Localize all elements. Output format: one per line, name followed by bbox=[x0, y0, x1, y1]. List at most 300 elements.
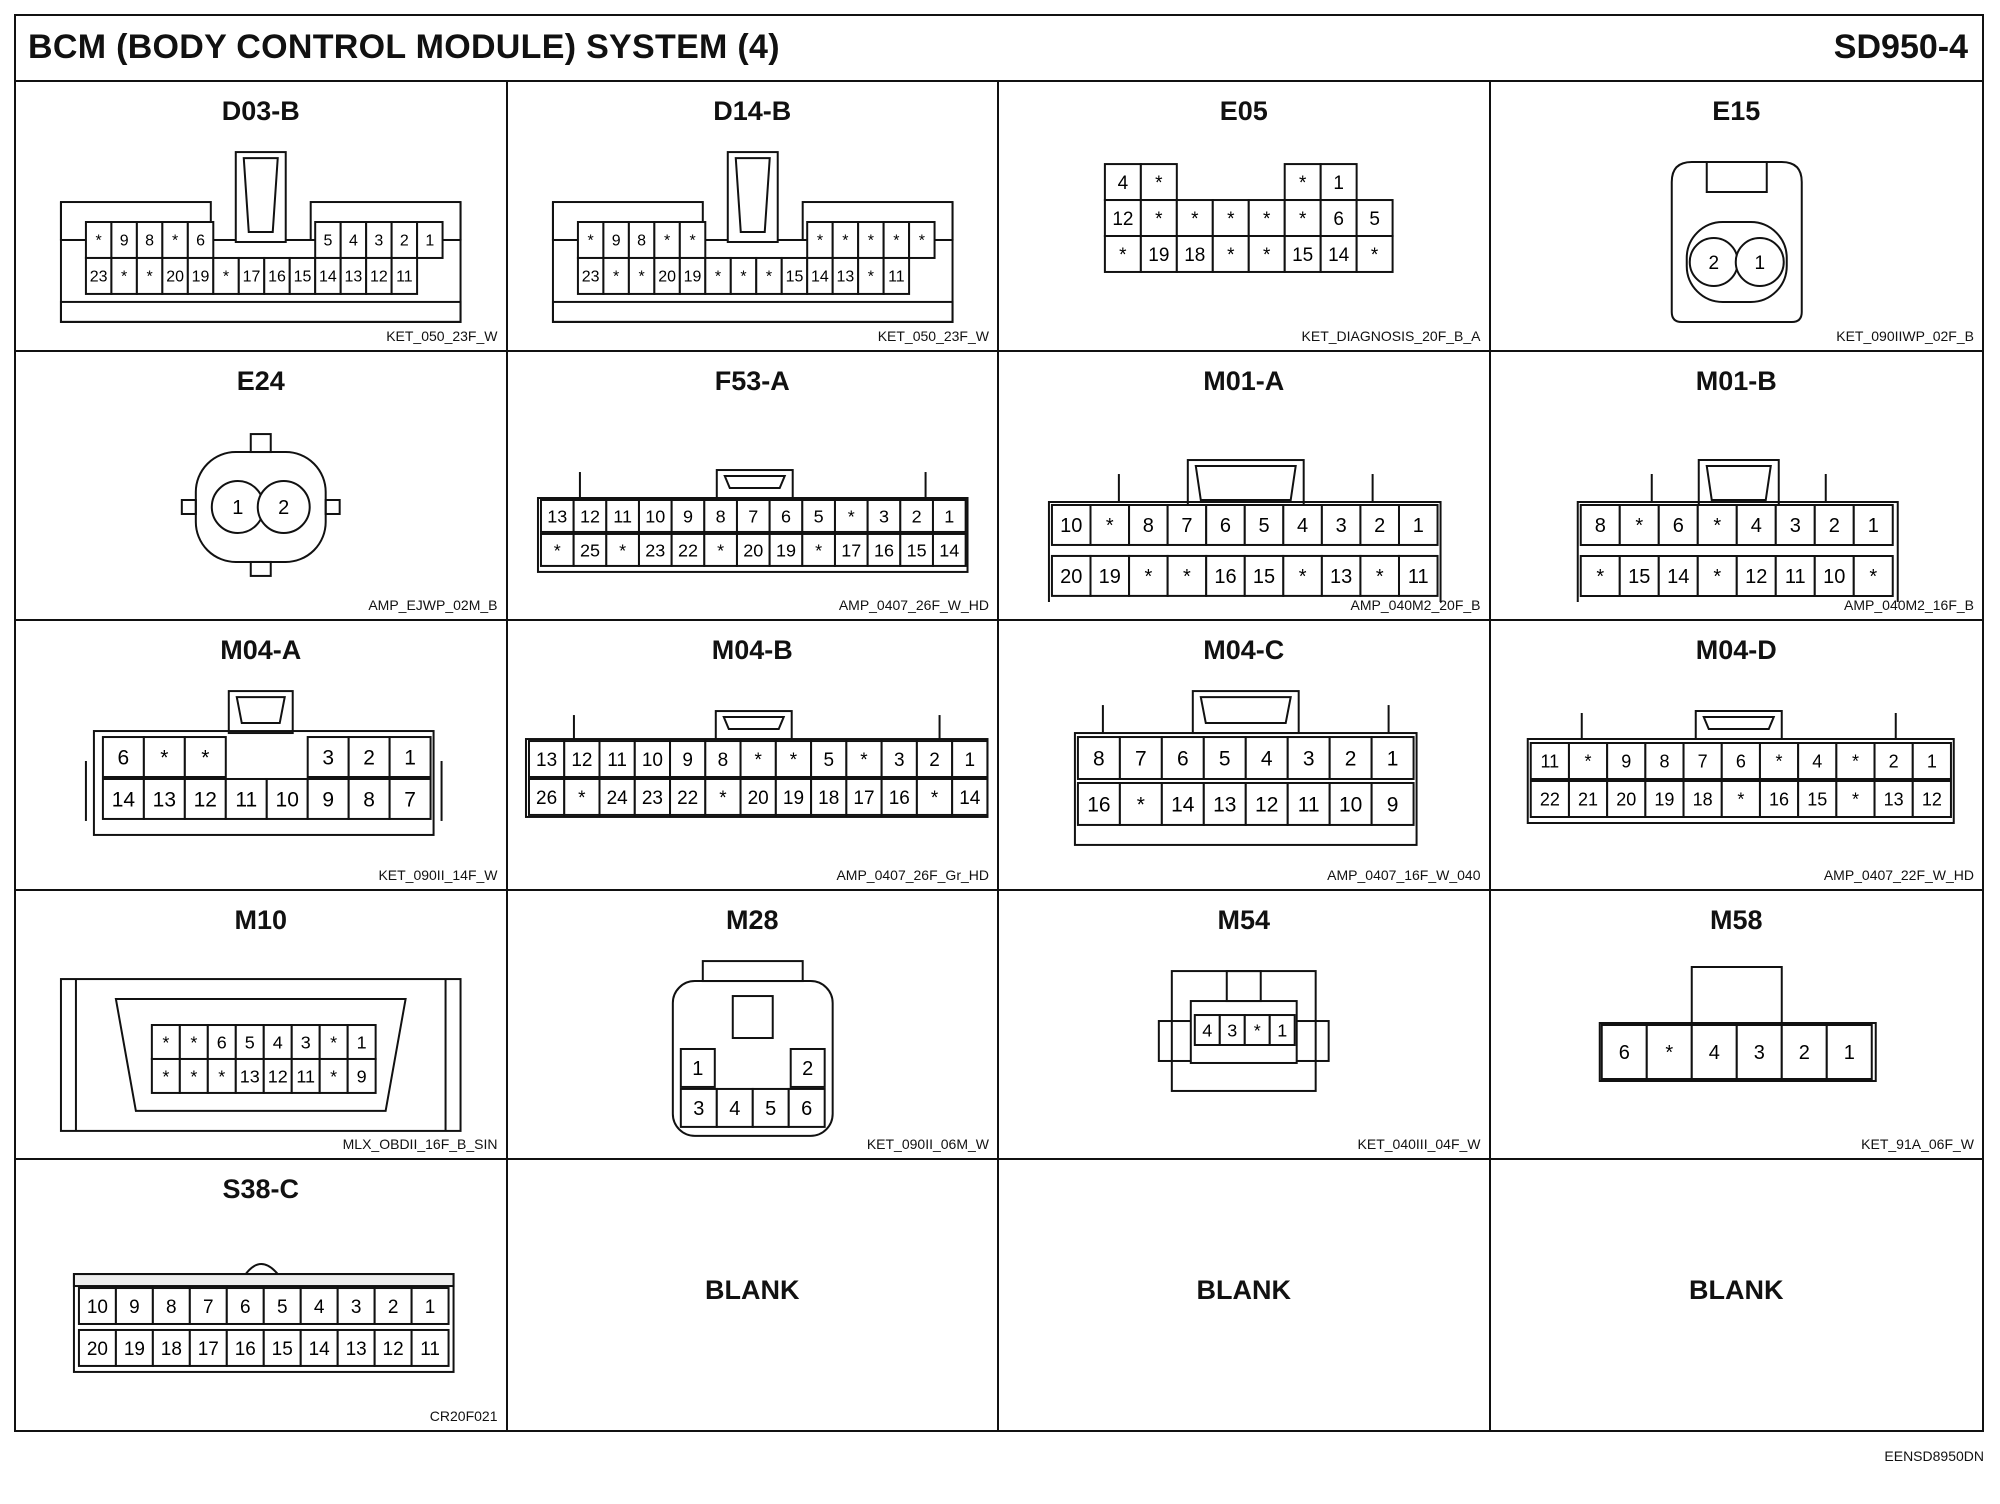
pin-number: 15 bbox=[785, 268, 803, 286]
pin-cell bbox=[267, 779, 308, 819]
pin-cell bbox=[807, 258, 832, 294]
pin-number: 7 bbox=[1181, 514, 1193, 537]
unused-pin-marker: * bbox=[1263, 208, 1271, 230]
pin-cell bbox=[528, 779, 563, 815]
pin-number: 3 bbox=[350, 1297, 362, 1319]
pin-cell bbox=[1658, 556, 1697, 596]
connector-cell-m28 bbox=[508, 891, 1000, 1161]
pin-number: 12 bbox=[369, 268, 388, 286]
pin-cell bbox=[236, 1025, 264, 1059]
pin-cell bbox=[1683, 743, 1721, 779]
pin-cell bbox=[213, 258, 238, 294]
unused-pin-marker: * bbox=[1105, 514, 1114, 537]
pin-cell bbox=[152, 1025, 180, 1059]
unused-pin-marker: * bbox=[739, 268, 747, 286]
pin-cell bbox=[1285, 164, 1321, 200]
pin-cell bbox=[1321, 200, 1357, 236]
pin-cell bbox=[79, 1330, 116, 1366]
pin-number: 20 bbox=[742, 540, 763, 561]
pin-cell bbox=[932, 534, 965, 566]
part-number: AMP_040M2_16F_B bbox=[1844, 597, 1974, 614]
pin-number: 6 bbox=[1618, 1041, 1630, 1064]
unused-pin-marker: * bbox=[718, 787, 727, 809]
pin-number: 13 bbox=[239, 1066, 260, 1087]
pin-cell bbox=[736, 500, 769, 532]
pin-number: 8 bbox=[145, 232, 155, 250]
connector-diagram bbox=[16, 402, 506, 602]
pin-cell bbox=[528, 741, 563, 777]
part-number: KET_040III_04F_W bbox=[1357, 1136, 1481, 1153]
header-bar bbox=[16, 16, 1982, 82]
pin-cell bbox=[1322, 556, 1361, 596]
part-number: KET_090II_14F_W bbox=[378, 866, 498, 883]
pin-number: 10 bbox=[1338, 793, 1363, 817]
pin-cell bbox=[153, 1330, 190, 1366]
pin-number: 12 bbox=[1255, 793, 1279, 817]
connector-diagram bbox=[1491, 671, 1983, 871]
pin-cell bbox=[1826, 1025, 1871, 1079]
connector-diagram bbox=[1491, 402, 1983, 602]
pin-number: 22 bbox=[676, 787, 698, 809]
pin-cell bbox=[390, 737, 431, 777]
pin-number: 1 bbox=[425, 232, 435, 250]
connector-diagram bbox=[508, 402, 998, 602]
pin-number: 13 bbox=[152, 788, 177, 812]
housing-base bbox=[61, 302, 461, 322]
pin-cell bbox=[116, 1288, 153, 1324]
pin-cell bbox=[1372, 783, 1414, 825]
page-title: BCM (BODY CONTROL MODULE) SYSTEM (4) bbox=[28, 28, 780, 66]
unused-pin-marker: * bbox=[553, 540, 561, 561]
pin-cell bbox=[190, 1288, 227, 1324]
pin-cell bbox=[705, 779, 740, 815]
pin-cell bbox=[264, 1288, 301, 1324]
pin-number: 2 bbox=[278, 496, 290, 519]
connector-name: M01-A bbox=[1203, 365, 1285, 396]
pin-cell bbox=[264, 1025, 292, 1059]
pin-number: 16 bbox=[1768, 789, 1789, 810]
connector-name: M10 bbox=[234, 904, 288, 935]
pin-cell bbox=[227, 1288, 264, 1324]
connector-name: E15 bbox=[1712, 96, 1761, 126]
pin-number: 2 bbox=[1707, 252, 1719, 274]
pin-number: 2 bbox=[1374, 514, 1386, 537]
schematic-sheet bbox=[14, 14, 1984, 1432]
pin-number: 13 bbox=[345, 1339, 367, 1361]
pin-cell bbox=[1129, 505, 1168, 545]
pin-number: 5 bbox=[1258, 514, 1270, 537]
pin-cell bbox=[716, 1089, 752, 1127]
pin-number: 11 bbox=[1784, 565, 1806, 588]
pin-cell bbox=[1285, 200, 1321, 236]
pin-cell bbox=[1105, 236, 1141, 272]
pin-cell bbox=[1052, 556, 1091, 596]
pin-cell bbox=[1568, 743, 1606, 779]
pin-cell bbox=[1874, 743, 1912, 779]
connector-cell-e24 bbox=[16, 352, 508, 622]
connector-diagram bbox=[508, 671, 998, 871]
pin-number: 1 bbox=[1277, 1020, 1288, 1041]
unused-pin-marker: * bbox=[867, 232, 874, 250]
pin-number: 10 bbox=[1822, 565, 1845, 588]
pin-number: 12 bbox=[193, 788, 217, 812]
pin-number: 11 bbox=[420, 1339, 440, 1361]
pin-number: 3 bbox=[300, 1032, 311, 1053]
pin-number: 2 bbox=[911, 506, 922, 527]
connector-cell-m58 bbox=[1491, 891, 1983, 1161]
pin-cell bbox=[881, 779, 916, 815]
pin-cell bbox=[188, 258, 213, 294]
pin-number: 22 bbox=[677, 540, 698, 561]
top-tab bbox=[251, 434, 271, 452]
pin-cell bbox=[638, 534, 671, 566]
pin-number: 9 bbox=[129, 1297, 140, 1319]
pin-cell bbox=[952, 741, 987, 777]
pin-number: 13 bbox=[344, 268, 363, 286]
pin-cell bbox=[756, 258, 781, 294]
pin-number: 12 bbox=[1744, 565, 1767, 588]
pin-cell bbox=[180, 1059, 208, 1093]
pin-cell bbox=[1836, 781, 1874, 817]
pin-cell bbox=[1246, 783, 1288, 825]
pin-cell bbox=[740, 741, 775, 777]
connector-cell-m01-a bbox=[999, 352, 1491, 622]
pin-number: 6 bbox=[800, 1097, 812, 1120]
pin-number: 17 bbox=[840, 540, 861, 561]
pin-cell bbox=[1399, 505, 1438, 545]
pin-cell bbox=[832, 222, 857, 258]
pin-number: 1 bbox=[1386, 747, 1399, 771]
pin-number: 2 bbox=[363, 746, 375, 770]
pin-cell bbox=[1372, 737, 1414, 779]
pin-number: 3 bbox=[1753, 1041, 1765, 1064]
pin-number: 9 bbox=[681, 750, 693, 772]
pin-cell bbox=[775, 741, 810, 777]
pin-number: 12 bbox=[1112, 208, 1134, 230]
pin-cell bbox=[264, 1059, 292, 1093]
pin-cell bbox=[704, 534, 737, 566]
connector-diagram bbox=[508, 941, 998, 1141]
unused-pin-marker: * bbox=[160, 746, 169, 770]
part-number: AMP_0407_16F_W_040 bbox=[1327, 866, 1481, 883]
unused-pin-marker: * bbox=[1851, 789, 1859, 810]
pin-number: 5 bbox=[276, 1297, 288, 1319]
pin-number: 2 bbox=[399, 232, 409, 250]
unused-pin-marker: * bbox=[847, 506, 855, 527]
pin-number: 5 bbox=[244, 1032, 255, 1053]
pin-cell bbox=[832, 258, 857, 294]
pin-number: 11 bbox=[612, 506, 632, 527]
pin-cell bbox=[1162, 737, 1204, 779]
pin-number: 12 bbox=[267, 1066, 288, 1087]
unused-pin-marker: * bbox=[95, 232, 102, 250]
pin-number: 11 bbox=[396, 268, 413, 286]
pin-cell bbox=[834, 534, 867, 566]
pin-cell bbox=[1105, 200, 1141, 236]
part-number: KET_090II_06M_W bbox=[866, 1136, 989, 1153]
pin-cell bbox=[258, 481, 310, 533]
unused-pin-marker: * bbox=[222, 268, 230, 286]
pin-number: 4 bbox=[348, 232, 358, 250]
pin-number: 10 bbox=[644, 506, 665, 527]
pin-cell bbox=[730, 258, 755, 294]
pin-number: 8 bbox=[1594, 514, 1606, 537]
pin-cell bbox=[349, 779, 390, 819]
unused-pin-marker: * bbox=[612, 268, 619, 286]
pin-cell bbox=[308, 779, 349, 819]
pin-cell bbox=[736, 534, 769, 566]
pin-cell bbox=[1399, 556, 1438, 596]
pin-cell bbox=[1853, 505, 1892, 545]
connector-cell-d14-b bbox=[508, 82, 1000, 352]
connector-cell-m01-b bbox=[1491, 352, 1983, 622]
pin-number: 15 bbox=[1292, 244, 1314, 266]
latch-outline bbox=[1706, 162, 1766, 192]
pin-number: 11 bbox=[1540, 751, 1559, 772]
unused-pin-marker: * bbox=[330, 1032, 338, 1053]
pin-number: 3 bbox=[1227, 1020, 1238, 1041]
pin-cell bbox=[846, 741, 881, 777]
unused-pin-marker: * bbox=[1370, 244, 1379, 266]
unused-pin-marker: * bbox=[577, 787, 586, 809]
pin-cell bbox=[338, 1288, 375, 1324]
blank-cell bbox=[999, 1160, 1491, 1430]
document-code: EENSD8950DN bbox=[1884, 1448, 1984, 1464]
unused-pin-marker: * bbox=[1298, 172, 1307, 194]
pin-number: 6 bbox=[1176, 747, 1189, 771]
pin-cell bbox=[1357, 236, 1393, 272]
pin-number: 4 bbox=[1202, 1020, 1213, 1041]
pin-cell bbox=[208, 1025, 236, 1059]
unused-pin-marker: * bbox=[930, 787, 938, 809]
pin-cell bbox=[390, 779, 431, 819]
unused-pin-marker: * bbox=[1851, 751, 1859, 772]
unused-pin-marker: * bbox=[587, 232, 594, 250]
pin-cell bbox=[638, 500, 671, 532]
unused-pin-marker: * bbox=[814, 540, 822, 561]
pin-number: 17 bbox=[852, 787, 875, 809]
unused-pin-marker: * bbox=[688, 232, 696, 250]
pin-number: 6 bbox=[239, 1297, 251, 1319]
pin-number: 20 bbox=[747, 787, 769, 809]
unused-pin-marker: * bbox=[753, 750, 762, 772]
pin-cell bbox=[1530, 781, 1568, 817]
unused-pin-marker: * bbox=[816, 232, 823, 250]
connector-name: S38-C bbox=[222, 1174, 300, 1205]
pin-number: 8 bbox=[636, 232, 646, 250]
pin-cell bbox=[1141, 200, 1177, 236]
pin-cell bbox=[909, 222, 934, 258]
pin-cell bbox=[790, 1049, 824, 1087]
pin-cell bbox=[769, 534, 802, 566]
part-number: KET_050_23F_W bbox=[877, 327, 989, 344]
connector-cell-e15 bbox=[1491, 82, 1983, 352]
pin-number: 2 bbox=[387, 1297, 399, 1319]
pin-number: 12 bbox=[570, 750, 592, 772]
pin-number: 20 bbox=[86, 1339, 108, 1361]
pin-cell bbox=[1736, 1025, 1781, 1079]
pin-number: 4 bbox=[1260, 747, 1273, 771]
pin-number: 13 bbox=[1883, 789, 1904, 810]
pin-number: 3 bbox=[1789, 514, 1801, 537]
pin-number: 12 bbox=[382, 1339, 404, 1361]
unused-pin-marker: * bbox=[162, 1032, 170, 1053]
unused-pin-marker: * bbox=[859, 750, 868, 772]
pin-number: 1 bbox=[1753, 252, 1765, 274]
pin-cell bbox=[603, 258, 628, 294]
pin-cell bbox=[1204, 783, 1246, 825]
pin-number: 8 bbox=[1658, 751, 1669, 772]
unused-pin-marker: * bbox=[1144, 565, 1153, 588]
pin-number: 7 bbox=[404, 788, 416, 812]
pin-cell bbox=[916, 779, 951, 815]
pin-cell bbox=[180, 1025, 208, 1059]
pin-cell bbox=[1697, 505, 1736, 545]
pin-number: 2 bbox=[928, 750, 940, 772]
unused-pin-marker: * bbox=[1155, 208, 1163, 230]
pin-number: 6 bbox=[1333, 208, 1344, 230]
pin-cell bbox=[116, 1330, 153, 1366]
part-number: AMP_0407_26F_Gr_HD bbox=[836, 866, 989, 883]
pin-number: 14 bbox=[1666, 565, 1689, 588]
pin-number: 19 bbox=[782, 787, 804, 809]
pin-number: 14 bbox=[958, 787, 980, 809]
pin-cell bbox=[628, 222, 653, 258]
pin-cell bbox=[412, 1288, 449, 1324]
pin-cell bbox=[704, 500, 737, 532]
pin-number: 21 bbox=[1577, 789, 1598, 810]
connector-cell-e05 bbox=[999, 82, 1491, 352]
pin-cell bbox=[1814, 505, 1853, 545]
pin-cell bbox=[670, 741, 705, 777]
unused-pin-marker: * bbox=[1298, 565, 1307, 588]
pin-cell bbox=[634, 741, 669, 777]
connector-diagram bbox=[508, 132, 998, 332]
pin-number: 3 bbox=[1335, 514, 1347, 537]
pin-cell bbox=[86, 222, 111, 258]
pin-cell bbox=[670, 779, 705, 815]
part-number: AMP_0407_22F_W_HD bbox=[1823, 866, 1974, 883]
pin-number: 4 bbox=[1297, 514, 1309, 537]
pin-cell bbox=[349, 737, 390, 777]
pin-cell bbox=[540, 500, 573, 532]
pin-cell bbox=[1220, 1015, 1245, 1045]
unused-pin-marker: * bbox=[146, 268, 153, 286]
housing-base bbox=[552, 302, 952, 322]
pin-number: 11 bbox=[606, 750, 627, 772]
blank-label: BLANK bbox=[1196, 1275, 1291, 1306]
pin-number: 15 bbox=[1627, 565, 1650, 588]
pin-number: 12 bbox=[1921, 789, 1942, 810]
pin-cell bbox=[1168, 556, 1207, 596]
pin-cell bbox=[1530, 743, 1568, 779]
pin-cell bbox=[628, 258, 653, 294]
pin-cell bbox=[212, 481, 264, 533]
pin-cell bbox=[264, 258, 289, 294]
pin-number: 4 bbox=[272, 1032, 283, 1053]
pin-cell bbox=[775, 779, 810, 815]
pin-cell bbox=[679, 222, 704, 258]
pin-number: 7 bbox=[203, 1297, 214, 1319]
pin-cell bbox=[1141, 236, 1177, 272]
pin-number: 19 bbox=[123, 1339, 145, 1361]
pin-number: 13 bbox=[546, 506, 567, 527]
pin-number: 1 bbox=[943, 506, 954, 527]
pin-number: 11 bbox=[1407, 565, 1429, 588]
pin-number: 4 bbox=[1708, 1041, 1720, 1064]
unused-pin-marker: * bbox=[638, 268, 645, 286]
unused-pin-marker: * bbox=[162, 1066, 170, 1087]
unused-pin-marker: * bbox=[190, 1032, 198, 1053]
pin-cell bbox=[152, 1059, 180, 1093]
unused-pin-marker: * bbox=[1736, 789, 1744, 810]
pin-cell bbox=[1283, 505, 1322, 545]
unused-pin-marker: * bbox=[892, 232, 899, 250]
pin-cell bbox=[577, 258, 602, 294]
latch-outline bbox=[727, 152, 777, 242]
pin-cell bbox=[1607, 743, 1645, 779]
pin-number: 6 bbox=[1219, 514, 1232, 537]
blank-label: BLANK bbox=[1689, 1275, 1784, 1306]
pin-number: 1 bbox=[691, 1057, 703, 1080]
pin-number: 16 bbox=[1214, 565, 1237, 588]
pin-cell bbox=[1360, 505, 1399, 545]
pin-cell bbox=[802, 500, 835, 532]
pin-cell bbox=[1580, 505, 1619, 545]
pin-number: 4 bbox=[1811, 751, 1822, 772]
pin-cell bbox=[392, 258, 417, 294]
connector-name: M04-B bbox=[711, 635, 793, 666]
pin-number: 3 bbox=[692, 1097, 704, 1120]
connector-diagram bbox=[999, 402, 1489, 602]
unused-pin-marker: * bbox=[121, 268, 128, 286]
pin-cell bbox=[679, 258, 704, 294]
pin-cell bbox=[1912, 781, 1950, 817]
pin-cell bbox=[564, 779, 599, 815]
pin-number: 14 bbox=[308, 1339, 330, 1361]
connector-diagram bbox=[16, 132, 506, 332]
pin-number: 8 bbox=[1142, 514, 1154, 537]
unused-pin-marker: * bbox=[789, 750, 797, 772]
pin-cell bbox=[1874, 781, 1912, 817]
pin-cell bbox=[315, 222, 340, 258]
pin-cell bbox=[952, 779, 987, 815]
pin-cell bbox=[858, 258, 883, 294]
pin-cell bbox=[162, 258, 187, 294]
unused-pin-marker: * bbox=[1712, 514, 1721, 537]
connector-diagram bbox=[16, 671, 506, 871]
unused-pin-marker: * bbox=[1263, 244, 1271, 266]
pin-cell bbox=[1689, 238, 1737, 286]
pin-cell bbox=[137, 258, 162, 294]
pin-number: 16 bbox=[1087, 793, 1111, 817]
unused-pin-marker: * bbox=[765, 268, 772, 286]
pin-number: 11 bbox=[296, 1066, 316, 1087]
connector-diagram bbox=[16, 941, 506, 1141]
connector-diagram bbox=[16, 1210, 506, 1410]
connector-name: M04-D bbox=[1695, 635, 1777, 666]
pin-cell bbox=[573, 534, 606, 566]
pin-number: 18 bbox=[1184, 244, 1206, 266]
part-number: AMP_0407_26F_W_HD bbox=[838, 597, 989, 614]
pin-cell bbox=[292, 1025, 320, 1059]
unused-pin-marker: * bbox=[1634, 514, 1643, 537]
pin-number: 13 bbox=[1330, 565, 1353, 588]
pin-cell bbox=[1120, 783, 1162, 825]
pin-cell bbox=[577, 222, 602, 258]
connector-name: M04-A bbox=[220, 635, 302, 666]
pin-cell bbox=[1721, 743, 1759, 779]
